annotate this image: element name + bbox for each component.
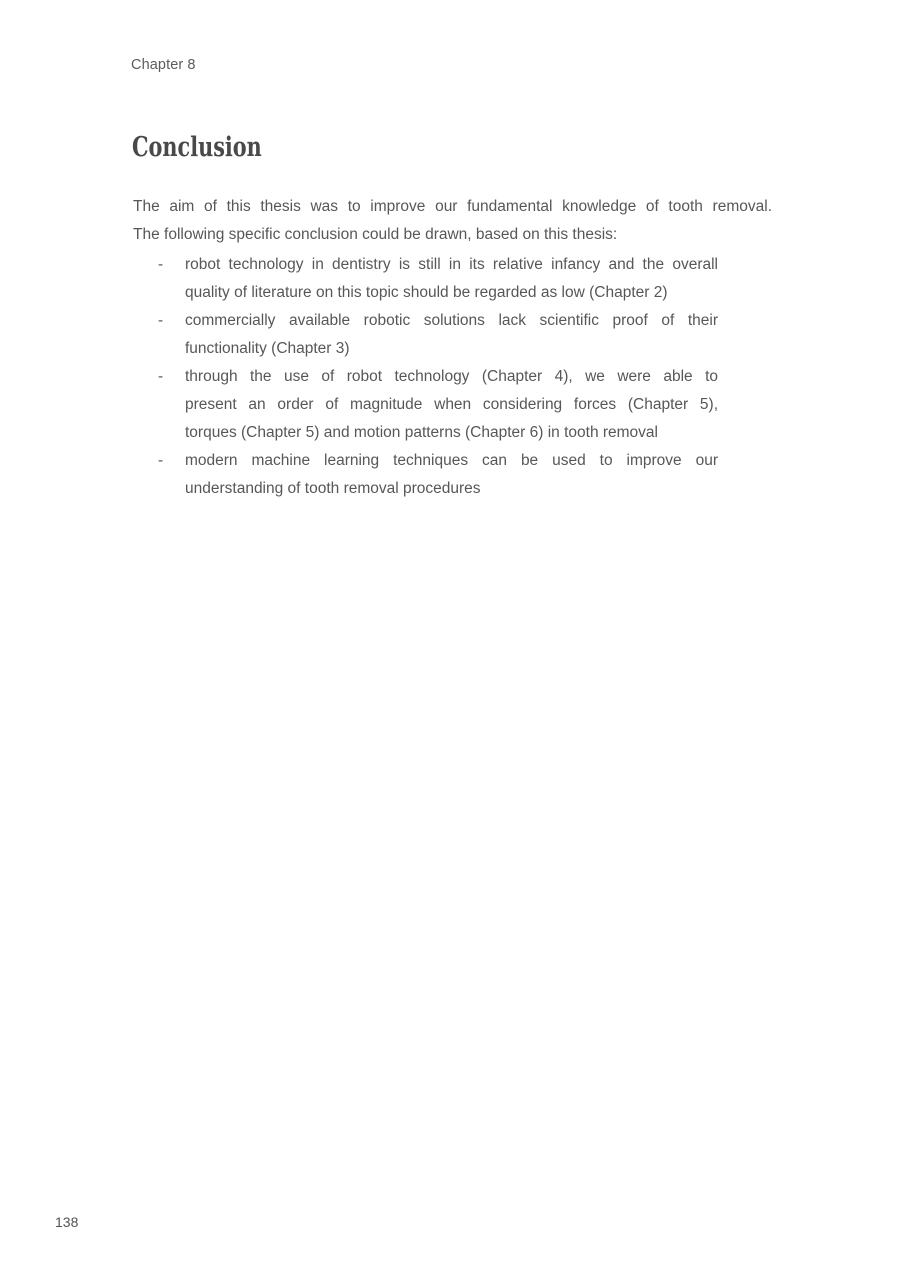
text-line [185, 391, 718, 419]
text-line-text: functionality (Chapter 3) [185, 340, 350, 357]
list-item [158, 363, 718, 447]
list-dash: - [158, 368, 164, 385]
text-line [185, 419, 718, 447]
text-line-text: quality of literature on this topic should be regarded as low (Chapter 2) [185, 284, 668, 301]
text-line [158, 307, 718, 335]
text-line-text: The following specific conclusion could be drawn, based on this thesis: [133, 226, 618, 243]
text-line-text: robot technology in dentistry is still in its relative infancy and the overall [185, 256, 718, 273]
list-dash: - [158, 312, 164, 329]
text-line-text: present an order of magnitude when considering forces (Chapter 5), [185, 396, 718, 413]
list-dash: - [158, 256, 164, 273]
text-line [185, 475, 718, 503]
text-line [133, 221, 772, 249]
list-dash: - [158, 452, 164, 469]
list-item [158, 251, 718, 307]
text-line [158, 251, 718, 279]
page-number: 138 [55, 1214, 79, 1230]
page-content [133, 193, 772, 503]
text-line [133, 193, 772, 221]
text-line-text: The aim of this thesis was to improve our fundamental knowledge of tooth removal. [133, 198, 772, 215]
list-item [158, 307, 718, 363]
page-title: Conclusion [132, 132, 262, 163]
text-line-text: through the use of robot technology (Chapter 4), we were able to [185, 368, 718, 385]
body-paragraph [133, 193, 772, 249]
text-line-text: torques (Chapter 5) and motion patterns (Chapter 6) in tooth removal [185, 424, 658, 441]
text-line [185, 279, 718, 307]
text-line-text: understanding of tooth removal procedures [185, 480, 481, 497]
text-line [158, 363, 718, 391]
list-item [158, 447, 718, 503]
text-line-text: commercially available robotic solutions lack scientific proof of their [185, 312, 718, 329]
running-header: Chapter 8 [131, 57, 196, 73]
text-line [158, 447, 718, 475]
text-line-text: modern machine learning techniques can be used to improve our [185, 452, 718, 469]
conclusion-list [158, 251, 718, 503]
text-line [185, 335, 718, 363]
